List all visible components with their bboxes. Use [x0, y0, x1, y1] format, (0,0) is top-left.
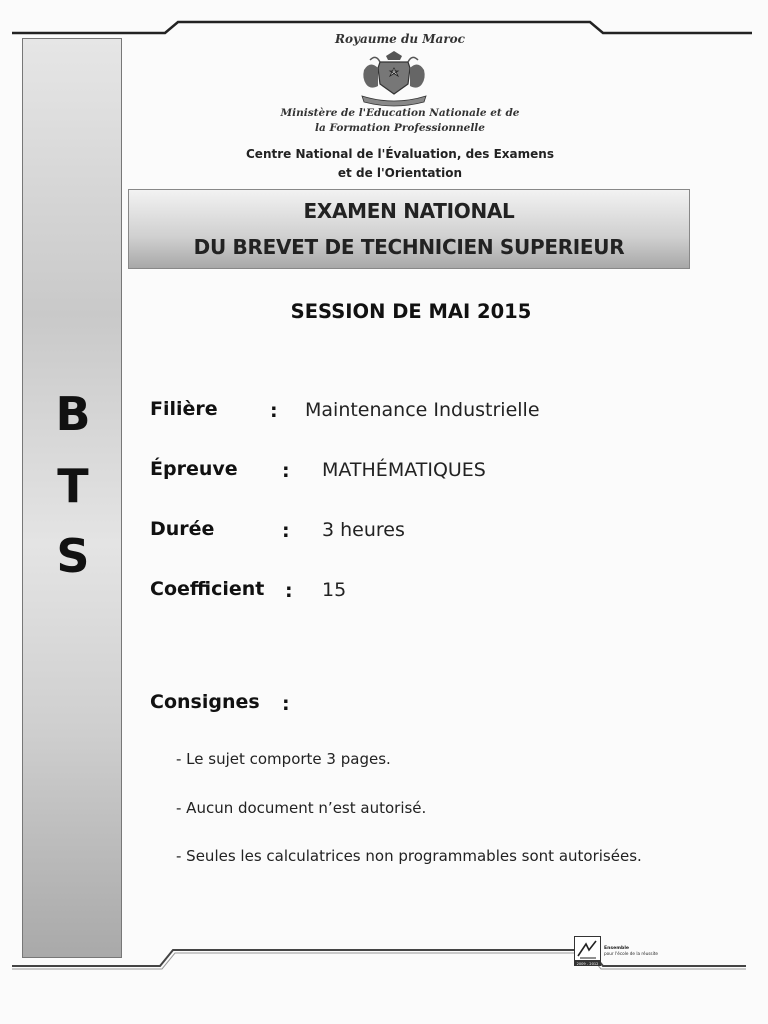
school-success-logo-icon: [574, 936, 674, 966]
filiere-colon: :: [270, 400, 278, 422]
exam-title-line-2: DU BREVET DE TECHNICIEN SUPERIEUR: [193, 235, 625, 259]
epreuve-label: Épreuve: [150, 458, 238, 480]
side-letter-s: S: [56, 529, 90, 583]
ministry-line-2: la Formation Professionnelle: [315, 122, 485, 134]
side-letter-b: B: [55, 387, 91, 441]
side-band: [22, 38, 122, 958]
consigne-item-3: - Seules les calculatrices non programmables sont autorisées.: [176, 847, 642, 865]
duree-value: 3 heures: [322, 519, 405, 541]
consignes-colon: :: [282, 693, 290, 715]
exam-title-line-1: EXAMEN NATIONAL: [303, 199, 515, 223]
filiere-label: Filière: [150, 398, 218, 420]
epreuve-value: MATHÉMATIQUES: [322, 459, 486, 481]
centre-line-2: et de l'Orientation: [337, 166, 463, 180]
coat-of-arms-icon: [356, 50, 432, 108]
coefficient-colon: :: [285, 580, 293, 602]
duree-label: Durée: [150, 518, 215, 540]
logo-years: 2009 - 2012: [576, 962, 599, 966]
consignes-label: Consignes: [150, 691, 260, 713]
epreuve-colon: :: [282, 460, 290, 482]
coefficient-label: Coefficient: [150, 578, 265, 600]
logo-line-2: pour l'école de la réussite: [604, 951, 658, 956]
centre-name: [230, 145, 570, 183]
exam-title-box: [128, 189, 690, 269]
consigne-item-2: - Aucun document n’est autorisé.: [176, 799, 427, 817]
side-letter-t: T: [57, 459, 89, 513]
ministry-line-1: Ministère de l'Education Nationale et de: [280, 107, 520, 119]
kingdom-title: Royaume du Maroc: [335, 32, 465, 46]
session-title: SESSION DE MAI 2015: [290, 300, 532, 323]
consigne-item-1: - Le sujet comporte 3 pages.: [176, 750, 391, 768]
ministry-name: [270, 106, 530, 136]
logo-line-1: Ensemble: [604, 946, 630, 951]
coefficient-value: 15: [322, 579, 347, 601]
filiere-value: Maintenance Industrielle: [305, 399, 540, 421]
duree-colon: :: [282, 520, 290, 542]
centre-line-1: Centre National de l'Évaluation, des Examens: [246, 147, 554, 161]
